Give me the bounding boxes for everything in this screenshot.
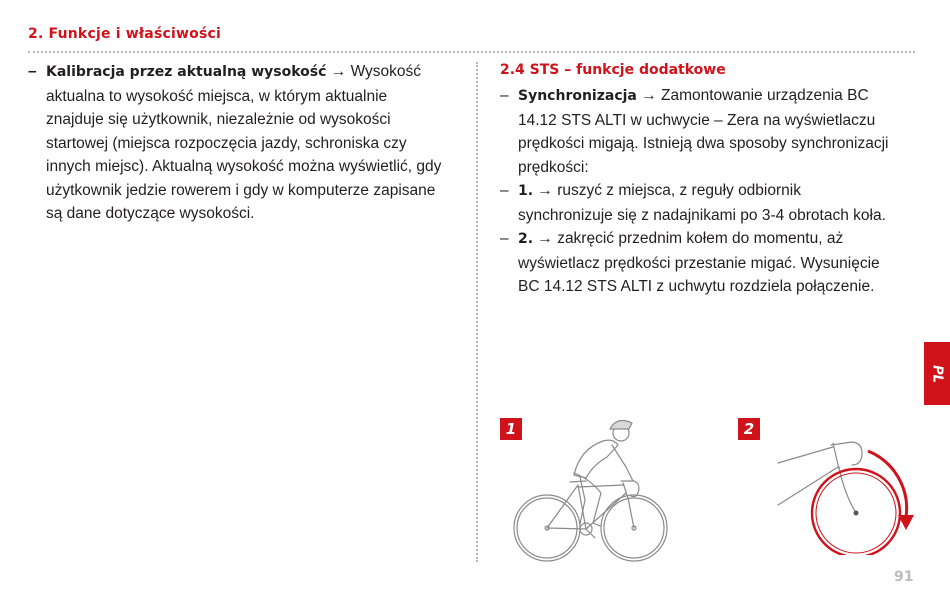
- rider-torso: [574, 440, 618, 478]
- left-column: [28, 60, 442, 226]
- list-item-synchronization: [500, 84, 895, 179]
- rotation-arrowhead: [898, 515, 914, 530]
- section-title: 2. Funkcje i właściwości: [28, 26, 221, 42]
- list-item-text: [518, 84, 895, 179]
- list-item-text: [46, 60, 442, 226]
- arrow-icon: →: [330, 63, 347, 80]
- arrow-icon: →: [641, 87, 657, 104]
- saddle: [570, 481, 586, 482]
- list-item-method-2: [500, 227, 895, 299]
- item-body: zakręcić przednim kołem do momentu, aż wyświetlacz prędkości przestanie migać. Wysunięcie BC 14.12 STS ALTI z uchwytu rozdziela połączenie.: [518, 230, 880, 295]
- top-tube: [778, 447, 833, 463]
- language-tab: [924, 342, 950, 405]
- item-lead: Synchronizacja: [518, 88, 637, 104]
- item-lead: 1.: [518, 183, 534, 199]
- list-item-text: [518, 179, 895, 227]
- front-wheel-spin-illustration: [738, 405, 918, 555]
- item-body: Zamontowanie urządzenia BC 14.12 STS ALTI w uchwycie – Zera na wyświetlaczu prędkości migają. Istnieją dwa sposoby synchronizacji prędkości:: [518, 87, 889, 176]
- cyclist-riding-illustration: [500, 405, 680, 570]
- crank: [586, 529, 595, 538]
- fork: [623, 483, 634, 528]
- front-hub: [854, 511, 859, 516]
- down-tube: [586, 493, 626, 529]
- down-tube: [778, 467, 838, 505]
- subsection-heading: 2.4 STS – funkcje dodatkowe: [500, 62, 726, 78]
- figure-1-badge: 1: [500, 418, 522, 440]
- top-tube: [578, 485, 624, 487]
- rider-arm: [612, 445, 633, 481]
- list-item-method-1: [500, 179, 895, 227]
- list-item-calibration: [28, 60, 442, 226]
- list-dash: –: [500, 230, 509, 247]
- item-lead: Kalibracja przez aktualną wysokość: [46, 64, 327, 80]
- column-divider: [476, 62, 478, 562]
- list-dash: –: [500, 87, 509, 104]
- page-number: 91: [894, 569, 914, 585]
- language-tab-label: PL: [929, 364, 945, 383]
- list-item-text: [518, 227, 895, 299]
- arrow-icon: →: [537, 230, 553, 247]
- item-body: Wysokość aktualna to wysokość miejsca, w którym aktualnie znajduje się użytkownik, niezależnie od wysokości startowej (miejsca rozpoczęcia jazdy, schroniska czy innych miejsc). Aktualną wysokość można wyświetlić, gdy użytkownik jedzie rowerem i gdy w komputerze zapisane są dane dotyczące wysokości.: [46, 63, 442, 222]
- head-tube: [833, 443, 839, 469]
- list-dash: –: [500, 182, 509, 199]
- figure-2-badge: 2: [738, 418, 760, 440]
- item-body: ruszyć z miejsca, z reguły odbiornik synchronizuje się z nadajnikami po 3-4 obrotach koła.: [518, 182, 886, 224]
- top-dotted-rule: [28, 51, 915, 53]
- helmet: [610, 421, 632, 429]
- list-dash: –: [28, 63, 37, 80]
- item-lead: 2.: [518, 231, 534, 247]
- arrow-icon: →: [537, 182, 553, 199]
- right-column: [500, 84, 895, 299]
